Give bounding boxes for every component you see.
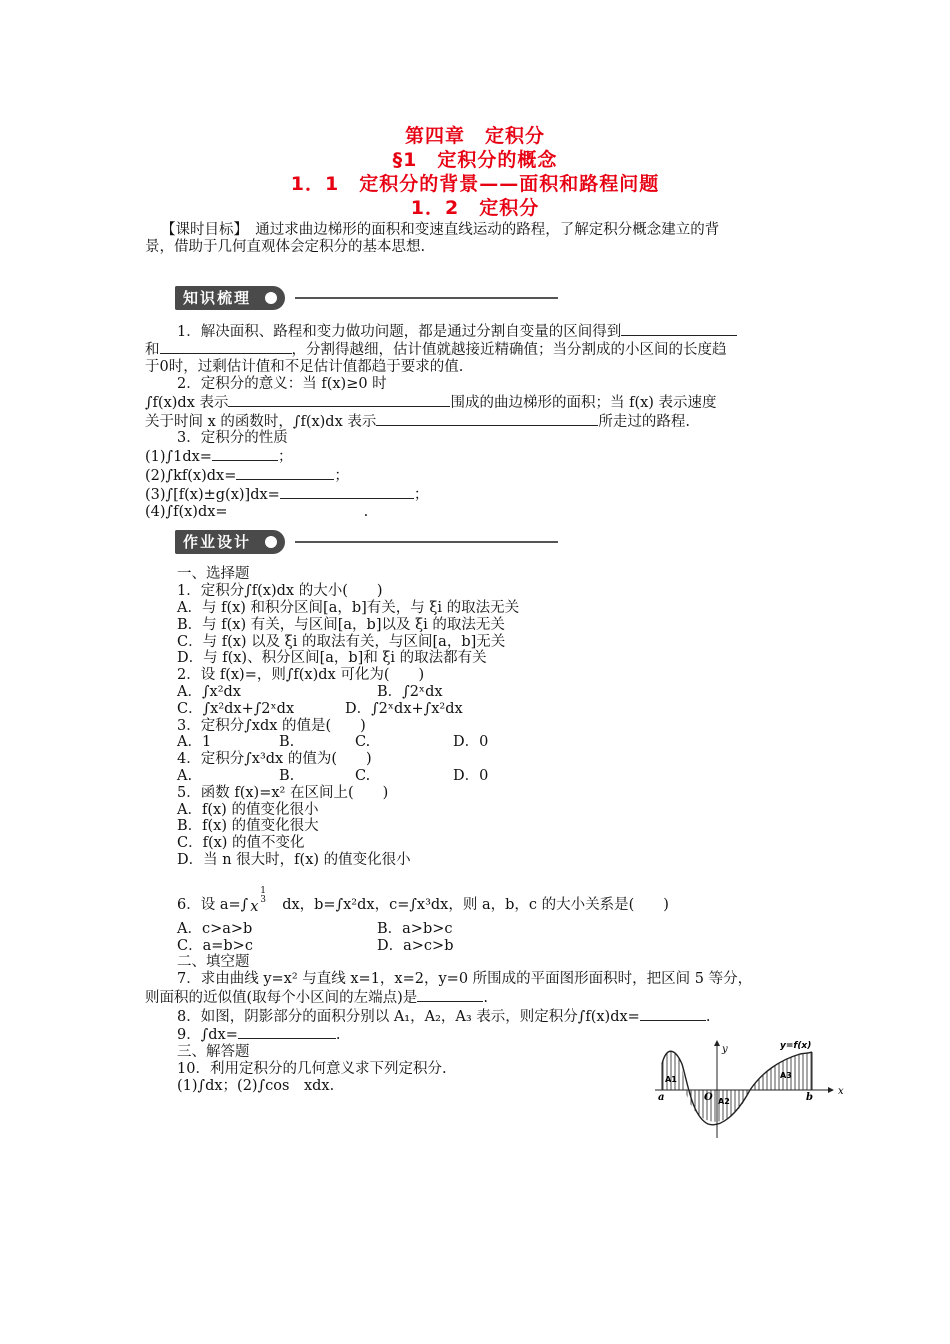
title-block	[0, 124, 950, 220]
objective-line: 景，借助于几何直观体会定积分的基本思想.	[145, 238, 426, 255]
y-axis-label: y	[722, 1044, 728, 1055]
bullet-icon	[265, 536, 277, 548]
section-label: 作业设计	[175, 530, 285, 554]
bullet-icon	[265, 292, 277, 304]
option: D．与 f(x)、积分区间[a，b]和 ξi 的取法都有关	[177, 650, 487, 667]
option: D．0	[453, 767, 489, 784]
question: 6．设 a=∫ 1 3 x dx，b=∫x²dx，c=∫x³dx，则 a，b，c 的大小关系是( )	[177, 885, 669, 915]
question: 5．函数 f(x)=x² 在区间上( )	[177, 784, 389, 801]
option: A．∫x²dx	[177, 683, 241, 700]
option-row	[145, 921, 810, 938]
question: 1．定积分∫f(x)dx 的大小( )	[177, 583, 383, 600]
section-header-homework	[175, 530, 810, 556]
option-row	[145, 938, 810, 955]
property-item: (1)∫1dx= ；	[145, 449, 293, 466]
x-axis-label: x	[838, 1086, 844, 1097]
knowledge-item: 1．解决面积、路程和变力做功问题，都是通过分割自变量的区间得到	[145, 322, 810, 341]
function-graph-figure	[650, 1040, 845, 1140]
point-b-label: b	[806, 1092, 813, 1103]
origin-label: O	[704, 1092, 713, 1103]
divider	[295, 297, 558, 299]
document-body	[145, 222, 810, 1095]
option: A.	[177, 767, 193, 784]
section-title: §1 定积分的概念	[392, 149, 558, 171]
option: A．与 f(x) 和积分区间[a，b]有关，与 ξi 的取法无关	[177, 599, 520, 616]
answer-blank	[376, 412, 598, 426]
answer-blank	[160, 340, 292, 354]
knowledge-item: 于0时，过剩估计值和不足估计值都趋于要求的值.	[145, 359, 464, 376]
property-item: (4)∫f(x)dx= .	[145, 503, 369, 520]
subsection-title-2: 1．2 定积分	[410, 197, 540, 219]
option-row	[145, 701, 810, 718]
property-item: (2)∫kf(x)dx= ；	[145, 467, 349, 484]
option: D．∫2ˣdx+∫x²dx	[345, 700, 463, 717]
answer-blank	[640, 1007, 706, 1021]
area-label-a3: A3	[780, 1071, 792, 1080]
option: C．f(x) 的值不变化	[177, 835, 305, 852]
option: D．a>c>b	[377, 937, 454, 954]
question: 10．利用定积分的几何意义求下列定积分.	[177, 1061, 447, 1078]
chapter-title: 第四章 定积分	[404, 125, 545, 147]
question: 则面积的近似值(取每个小区间的左端点)是 .	[145, 989, 488, 1006]
option: A．1	[177, 734, 212, 751]
option: C．与 f(x) 以及 ξi 的取法有关，与区间[a，b]无关	[177, 633, 506, 650]
option: B．f(x) 的值变化很大	[177, 818, 319, 835]
option-row	[145, 684, 810, 701]
option: C．a=b>c	[177, 937, 253, 954]
answer-blank	[238, 1025, 336, 1039]
divider	[295, 541, 558, 543]
question: 4．定积分∫x³dx 的值为( )	[177, 751, 372, 768]
answer-blank	[417, 988, 483, 1002]
answer-blank	[212, 447, 278, 461]
option: B．∫2ˣdx	[377, 683, 443, 700]
option: C．∫x²dx+∫2ˣdx	[177, 700, 295, 717]
knowledge-item: 3．定积分的性质	[177, 430, 288, 447]
part-heading: 三、解答题	[177, 1044, 250, 1061]
question: 9．∫dx= .	[177, 1027, 341, 1044]
option: B．a>b>c	[377, 920, 453, 937]
question: 8．如图，阴影部分的面积分别以 A₁，A₂，A₃ 表示，则定积分∫f(x)dx= .	[177, 1008, 711, 1025]
option: D．当 n 很大时，f(x) 的值变化很小	[177, 851, 411, 868]
area-label-a1: A1	[665, 1075, 677, 1084]
point-a-label: a	[658, 1092, 665, 1103]
section-label: 知识梳理	[175, 286, 285, 310]
x-axis-arrow	[828, 1087, 834, 1093]
knowledge-item: 关于时间 x 的函数时，∫f(x)dx 表示 所走过的路程.	[145, 413, 690, 430]
option: A．f(x) 的值变化很小	[177, 801, 319, 818]
question: (1)∫dx；(2)∫cos xdx.	[177, 1077, 335, 1094]
knowledge-item: 2．定积分的意义：当 f(x)≥0 时	[177, 375, 387, 392]
answer-blank	[228, 393, 450, 407]
option: D．0	[453, 734, 489, 751]
knowledge-item: 和 ，分割得越细，估计值就越接近精确值；当分割成的小区间的长度趋	[145, 342, 727, 359]
area-label-a2: A2	[718, 1097, 730, 1106]
objective-line: 【课时目标】 通过求曲边梯形的面积和变速直线运动的路程，了解定积分概念建立的背	[161, 222, 720, 238]
option: A．c>a>b	[177, 920, 253, 937]
question: 7．求由曲线 y=x² 与直线 x=1，x=2，y=0 所围成的平面图形面积时，把区间 5 等分，	[177, 971, 753, 988]
answer-blank	[621, 322, 737, 336]
part-heading: 一、选择题	[177, 566, 250, 583]
part-heading: 二、填空题	[177, 954, 250, 971]
question: 2．设 f(x)=，则∫f(x)dx 可化为( )	[177, 667, 425, 684]
knowledge-item: ∫f(x)dx 表示 围成的曲边梯形的面积；当 f(x) 表示速度	[145, 394, 717, 411]
property-item: (3)∫[f(x)±g(x)]dx= ；	[145, 486, 429, 503]
y-axis-arrow	[714, 1040, 720, 1046]
option: C.	[355, 767, 371, 784]
option: B.	[279, 767, 295, 784]
option: B．与 f(x) 有关，与区间[a，b]以及 ξi 的取法无关	[177, 616, 505, 633]
option: C.	[355, 734, 371, 751]
answer-blank	[236, 466, 334, 480]
subsection-title-1: 1．1 定积分的背景——面积和路程问题	[290, 173, 660, 195]
region-a1	[662, 1051, 685, 1090]
section-header-knowledge	[175, 286, 810, 312]
function-label: y=f(x)	[780, 1041, 812, 1051]
question: 3．定积分∫xdx 的值是( )	[177, 717, 366, 734]
answer-blank	[280, 485, 414, 499]
option: B.	[279, 734, 295, 751]
option-row	[145, 768, 810, 785]
option-row	[145, 734, 810, 751]
